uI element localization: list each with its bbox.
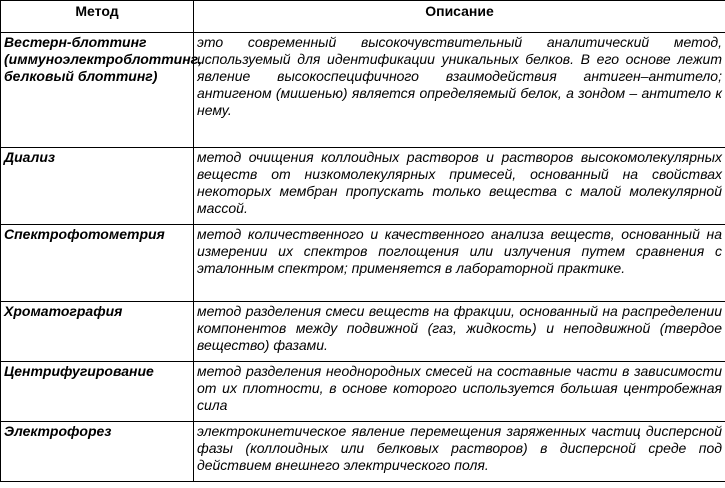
header-method: Метод — [1, 1, 194, 33]
method-cell: Спектрофотометрия — [1, 225, 194, 302]
table-row — [1, 148, 725, 225]
table-row — [1, 302, 725, 362]
description-cell: это современный высокочувствительный аналитический метод, используемый для идентификации уникальных белков. В его основе лежит явление высокоспецифичного взаимодействия антиген–антитело; антигеном (мишенью) является определяемый белок, а зондом – антитело к нему. — [194, 33, 725, 148]
header-row — [1, 1, 725, 33]
table-row — [1, 225, 725, 302]
description-cell: метод количественного и качественного анализа веществ, основанный на измерении их спектров поглощения или излучения путем сравнения с эталонным спектром; применяется в лабораторной практике. — [194, 225, 725, 302]
method-cell: Диализ — [1, 148, 194, 225]
description-cell: электрокинетическое явление перемещения заряженных частиц дисперсной фазы (коллоидных или белковых растворов) в дисперсной среде под действием внешнего электрического поля. — [194, 422, 725, 482]
method-cell: Хроматография — [1, 302, 194, 362]
method-cell: Центрифугирование — [1, 362, 194, 422]
table-row — [1, 422, 725, 482]
table-row — [1, 362, 725, 422]
description-cell: метод очищения коллоидных растворов и растворов высокомолекулярных веществ от низкомолекулярных примесей, основанный на свойствах некоторых мембран пропускать только вещества с малой молекулярной массой. — [194, 148, 725, 225]
description-cell: метод разделения смеси веществ на фракции, основанный на распределении компонентов между подвижной (газ, жидкость) и неподвижной (твердое вещество) фазами. — [194, 302, 725, 362]
header-description: Описание — [194, 1, 725, 33]
method-cell: Вестерн-блоттинг (иммуноэлектроблоттинг, белковый блоттинг) — [1, 33, 194, 148]
method-cell: Электрофорез — [1, 422, 194, 482]
table-row — [1, 33, 725, 148]
description-cell: метод разделения неоднородных смесей на составные части в зависимости от их плотности, в основе которого используется большая центробежная сила — [194, 362, 725, 422]
